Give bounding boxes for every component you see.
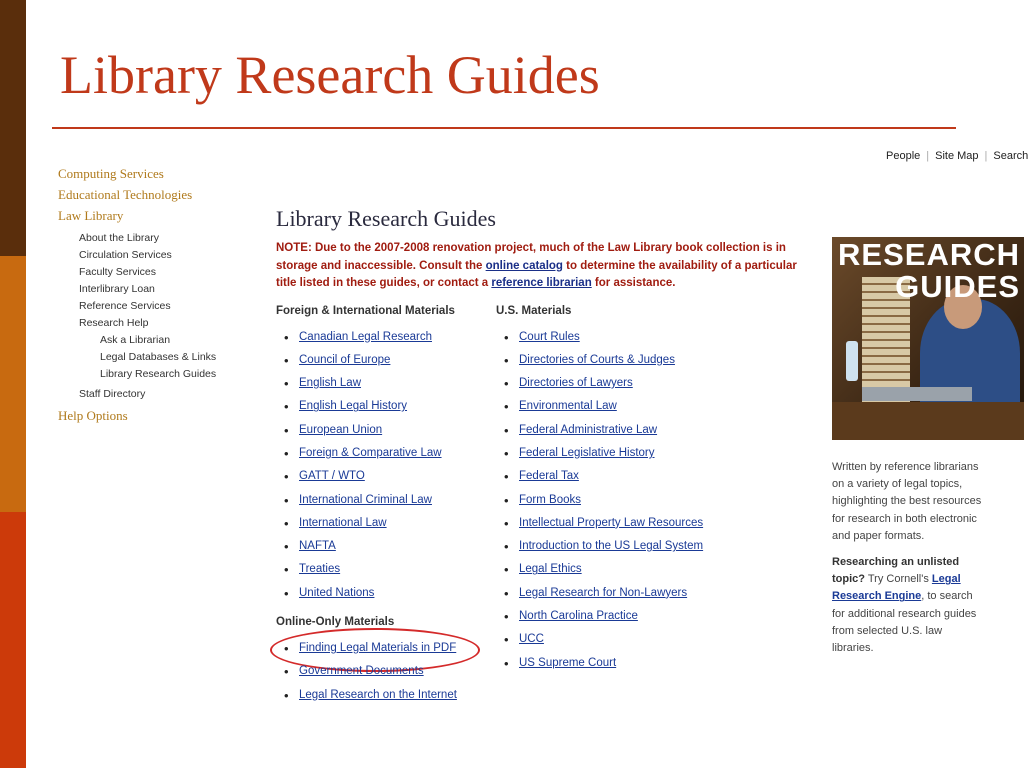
main-content xyxy=(276,206,816,710)
water-bottle-shape xyxy=(846,341,858,381)
list-item xyxy=(504,329,726,346)
sidebar-item-reference-services[interactable]: Reference Services xyxy=(79,300,171,312)
photo-caption-line1: RESEARCH xyxy=(838,237,1020,272)
note-text-2: to determine the availability of a particular title listed in these guides, or contact a xyxy=(276,259,797,289)
list-item xyxy=(284,352,496,369)
guide-link[interactable]: US Supreme Court xyxy=(519,656,617,669)
list-item xyxy=(504,445,726,462)
list-item xyxy=(284,422,496,439)
top-nav-separator: | xyxy=(984,150,988,162)
left-stripe-bottom xyxy=(0,512,26,768)
sidebar-item-educational-technologies[interactable]: Educational Technologies xyxy=(58,187,193,202)
list-item xyxy=(284,663,496,680)
list-item xyxy=(504,422,726,439)
list-item xyxy=(284,515,496,532)
guide-link[interactable]: Court Rules xyxy=(519,330,580,343)
guide-link[interactable]: International Criminal Law xyxy=(299,493,432,506)
top-nav xyxy=(886,150,1028,162)
guide-link[interactable]: English Legal History xyxy=(299,400,408,413)
online-links-list xyxy=(284,640,496,704)
list-item xyxy=(504,655,726,672)
note-text-3: for assistance. xyxy=(591,277,676,289)
sidebar-item-help-options[interactable]: Help Options xyxy=(58,408,128,423)
list-item xyxy=(504,608,726,625)
top-nav-search[interactable]: Search xyxy=(993,150,1028,162)
guide-link[interactable]: Government Documents xyxy=(299,665,424,678)
list-item xyxy=(504,515,726,532)
unlisted-text-2: , to search for additional research guides from selected U.S. law libraries. xyxy=(832,590,977,655)
list-item xyxy=(284,687,496,704)
guide-link[interactable]: Legal Research for Non-Lawyers xyxy=(519,586,688,599)
photo-caption-line2: GUIDES xyxy=(895,269,1020,304)
online-heading: Online-Only Materials xyxy=(276,616,395,629)
online-catalog-link[interactable]: online catalog xyxy=(485,259,563,272)
guide-link[interactable]: Introduction to the US Legal System xyxy=(519,540,704,553)
left-stripe-top xyxy=(0,0,26,256)
guide-link[interactable]: Federal Legislative History xyxy=(519,446,655,459)
foreign-column xyxy=(276,305,496,710)
us-heading: U.S. Materials xyxy=(496,304,572,317)
list-item xyxy=(284,492,496,509)
list-item xyxy=(504,492,726,509)
list-item xyxy=(504,538,726,555)
legal-research-engine-link[interactable]: Legal Research Engine xyxy=(832,573,961,603)
sidebar-item-circulation-services[interactable]: Circulation Services xyxy=(79,249,172,261)
list-item xyxy=(504,468,726,485)
top-nav-separator: | xyxy=(926,150,930,162)
sidebar-item-legal-databases[interactable]: Legal Databases & Links xyxy=(100,351,217,363)
guides-description: Written by reference librarians on a variety of legal topics, highlighting the best resources for research in both electronic and paper formats. xyxy=(832,461,982,542)
note-text-1: NOTE: Due to the 2007-2008 renovation project, much of the Law Library book collection is in storage and inaccessible. Consult the xyxy=(276,242,786,272)
us-links-list xyxy=(504,329,726,672)
guide-link[interactable]: United Nations xyxy=(299,586,375,599)
guide-link[interactable]: Federal Administrative Law xyxy=(519,423,658,436)
list-item xyxy=(504,585,726,602)
guide-link[interactable]: North Carolina Practice xyxy=(519,610,638,623)
guide-link[interactable]: Form Books xyxy=(519,493,581,506)
finding-pdf-link[interactable]: Finding Legal Materials in PDF xyxy=(299,642,457,655)
top-nav-people[interactable]: People xyxy=(886,150,921,162)
right-description xyxy=(832,459,982,666)
list-item xyxy=(284,585,496,602)
guide-link[interactable]: European Union xyxy=(299,423,383,436)
list-item xyxy=(284,538,496,555)
sidebar-item-computing-services[interactable]: Computing Services xyxy=(58,166,164,181)
list-item-highlighted xyxy=(284,640,496,657)
guide-link[interactable]: Intellectual Property Law Resources xyxy=(519,516,704,529)
foreign-links-list xyxy=(284,329,496,603)
left-stripe-middle xyxy=(0,256,26,512)
top-nav-site-map[interactable]: Site Map xyxy=(935,150,979,162)
guide-link[interactable]: Legal Research on the Internet xyxy=(299,688,457,701)
unlisted-topic-bold: Researching an unlisted topic? xyxy=(832,556,960,586)
laptop-shape xyxy=(862,387,972,401)
guide-link[interactable]: Foreign & Comparative Law xyxy=(299,446,442,459)
sidebar-nav xyxy=(58,166,258,429)
guide-link[interactable]: Directories of Courts & Judges xyxy=(519,353,675,366)
us-column xyxy=(496,305,726,710)
reference-librarian-link[interactable]: reference librarian xyxy=(491,277,592,289)
sidebar-item-interlibrary-loan[interactable]: Interlibrary Loan xyxy=(79,283,155,295)
photo-caption xyxy=(838,239,1020,303)
guide-columns xyxy=(276,305,816,710)
list-item xyxy=(504,561,726,578)
guide-link[interactable]: English Law xyxy=(299,377,362,390)
unlisted-topic-text xyxy=(832,554,982,657)
list-item xyxy=(284,561,496,578)
guide-link[interactable]: International Law xyxy=(299,516,387,529)
renovation-note xyxy=(276,240,816,293)
list-item xyxy=(504,631,726,648)
list-item xyxy=(284,329,496,346)
guide-link[interactable]: GATT / WTO xyxy=(299,470,365,483)
sidebar-item-about-library[interactable]: About the Library xyxy=(79,232,159,244)
sidebar-item-library-research-guides[interactable]: Library Research Guides xyxy=(100,368,217,380)
list-item xyxy=(284,445,496,462)
list-item xyxy=(284,375,496,392)
list-item xyxy=(504,375,726,392)
guide-link[interactable]: Environmental Law xyxy=(519,400,617,413)
list-item xyxy=(284,468,496,485)
sidebar-item-staff-directory[interactable]: Staff Directory xyxy=(79,388,146,400)
list-item xyxy=(504,398,726,415)
list-item xyxy=(504,352,726,369)
guide-link[interactable]: Legal Ethics xyxy=(519,563,582,576)
sidebar-item-faculty-services[interactable]: Faculty Services xyxy=(79,266,157,278)
guide-link[interactable]: Canadian Legal Research xyxy=(299,330,432,343)
sidebar-item-research-help[interactable]: Research Help xyxy=(79,317,149,329)
unlisted-text-1: Try Cornell's xyxy=(865,573,932,586)
guide-link[interactable]: Directories of Lawyers xyxy=(519,377,633,390)
sidebar-item-law-library[interactable]: Law Library xyxy=(58,208,124,223)
guide-link[interactable]: Treaties xyxy=(299,563,341,576)
guide-link[interactable]: Federal Tax xyxy=(519,470,579,483)
research-guides-photo xyxy=(832,237,1024,440)
desk-shape xyxy=(832,402,1024,440)
guide-link[interactable]: UCC xyxy=(519,633,544,646)
guide-link[interactable]: Council of Europe xyxy=(299,353,391,366)
list-item xyxy=(284,398,496,415)
slide-title: Library Research Guides xyxy=(60,45,600,105)
content-heading: Library Research Guides xyxy=(276,206,496,231)
foreign-heading: Foreign & International Materials xyxy=(276,304,455,317)
guide-link[interactable]: NAFTA xyxy=(299,540,336,553)
sidebar-item-ask-librarian[interactable]: Ask a Librarian xyxy=(100,334,171,346)
title-rule xyxy=(52,127,956,129)
